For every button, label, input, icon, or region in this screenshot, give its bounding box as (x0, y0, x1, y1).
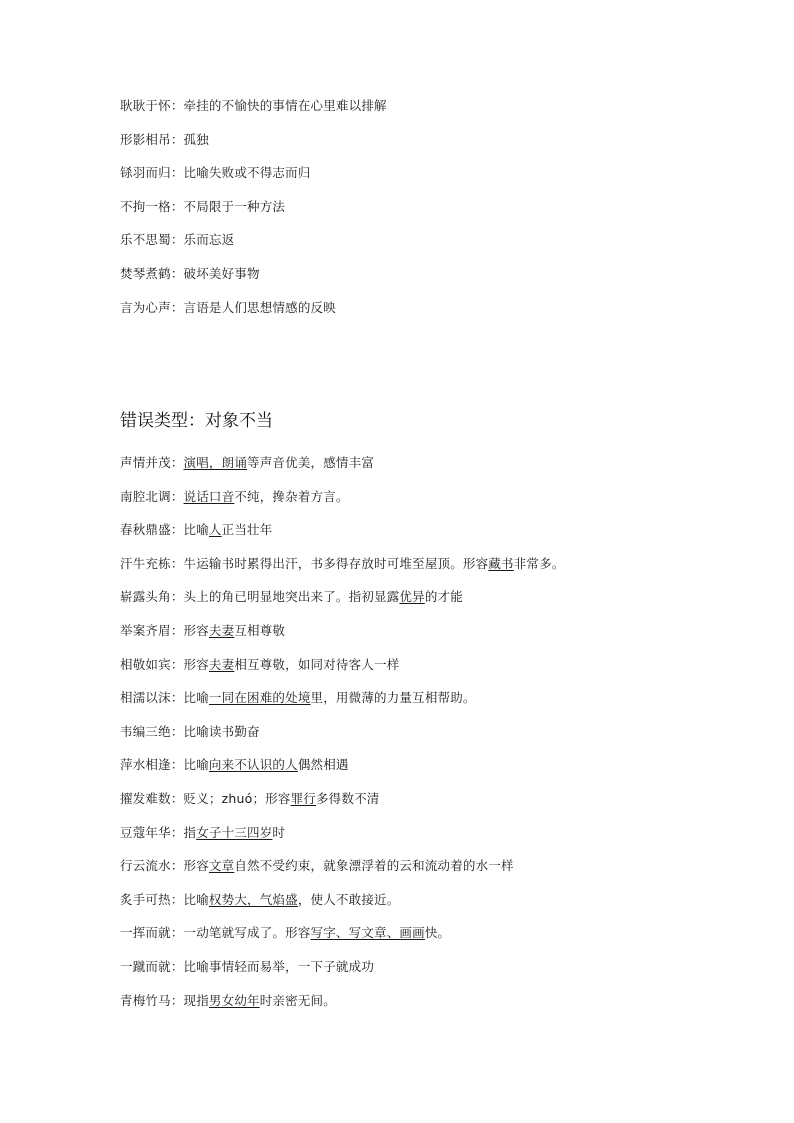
idiom-term: 一挥而就 (120, 925, 171, 941)
idiom-entry (120, 825, 285, 841)
definition-text: 牛运输书时累得出汗，书多得存放时可堆至屋顶。形容 (183, 555, 489, 571)
separator: ： (170, 690, 184, 706)
idiom-entry (120, 556, 565, 572)
underlined-keyword: 女子十三四岁 (196, 824, 273, 840)
definition-text: 比喻 (183, 757, 209, 773)
idiom-term: 形影相吊 (120, 131, 171, 147)
separator: ： (170, 656, 184, 672)
idiom-entry (120, 232, 234, 248)
idiom-term: 韦编三绝 (120, 723, 171, 739)
definition-text: 形容 (183, 623, 209, 638)
underlined-keyword: 藏书 (488, 555, 514, 571)
definition-text: 正当壮年 (221, 522, 273, 538)
underlined-keyword: 夫妻 (208, 623, 235, 638)
idiom-term: 焚琴煮鹤 (120, 266, 171, 281)
idiom-term: 春秋鼎盛 (120, 522, 171, 538)
idiom-term: 举案齐眉 (120, 623, 171, 638)
idiom-entry (120, 132, 209, 148)
definition-text: 比喻失败或不得志而归 (183, 165, 311, 181)
idiom-term: 汗牛充栋 (120, 555, 171, 571)
underlined-keyword: 文章 (208, 858, 235, 874)
definition-text: 相互尊敬，如同对待客人一样 (234, 656, 400, 672)
definition-text: 多得数不清 (315, 791, 380, 806)
idiom-term: 乐不思蜀 (120, 232, 171, 248)
definition-text: 互相尊敬 (234, 623, 286, 638)
underlined-keyword: 向来不认识的人 (208, 757, 298, 773)
definition-text: 乐而忘返 (183, 232, 235, 248)
separator: ： (170, 266, 184, 281)
underlined-keyword: 男女幼年 (208, 992, 260, 1008)
idiom-entry (120, 623, 285, 639)
definition-text: 等声音优美，感情丰富 (247, 455, 375, 470)
idiom-term: 擢发难数 (120, 791, 171, 806)
separator: ： (170, 488, 184, 504)
idiom-term: 行云流水 (120, 858, 171, 874)
separator: ： (170, 723, 184, 739)
definition-text: 孤独 (183, 131, 209, 147)
separator: ： (170, 791, 184, 806)
idiom-term: 豆蔻年华 (120, 824, 171, 840)
underlined-keyword: 一同在困难的处境 (208, 690, 311, 706)
definition-text: 时亲密无间。 (259, 992, 336, 1008)
separator: ： (170, 455, 184, 470)
separator: ： (170, 992, 184, 1008)
separator: ： (170, 555, 184, 571)
idiom-term: 相濡以沫 (120, 690, 171, 706)
separator: ： (170, 858, 184, 874)
idiom-entry (120, 993, 336, 1009)
idiom-term: 耿耿于怀 (120, 98, 171, 113)
separator: ： (170, 891, 184, 907)
definition-text: 贬义；zhuó；形容 (183, 791, 291, 806)
definition-text: 破坏美好事物 (183, 266, 260, 281)
separator: ： (170, 299, 184, 315)
definition-text: 比喻 (183, 690, 209, 706)
definition-text: 比喻 (183, 522, 209, 538)
definition-text: 不局限于一种方法 (183, 198, 286, 214)
idiom-entry (120, 589, 463, 605)
separator: ： (170, 198, 184, 214)
underlined-keyword: 罪行 (290, 791, 316, 806)
separator: ： (170, 959, 184, 974)
idiom-term: 铩羽而归 (120, 165, 171, 181)
idiom-entry (120, 892, 399, 908)
section-heading: 错误类型：对象不当 (120, 411, 273, 431)
definition-text: 言语是人们思想情感的反映 (183, 299, 336, 315)
separator: ： (170, 589, 184, 605)
idiom-term: 言为心声 (120, 299, 171, 315)
definition-text: 非常多。 (513, 555, 565, 571)
idiom-term: 崭露头角 (120, 589, 171, 605)
underlined-keyword: 优异 (399, 589, 425, 605)
idiom-entry (120, 858, 514, 874)
idiom-term: 声情并茂 (120, 455, 171, 470)
idiom-entry (120, 165, 311, 181)
idiom-entry (120, 724, 260, 740)
underlined-keyword: 权势大，气焰盛 (208, 891, 298, 907)
idiom-entry (120, 791, 380, 807)
separator: ： (170, 623, 184, 638)
definition-text: 一动笔就写成了。形容 (183, 925, 311, 941)
definition-text: 比喻事情轻而易举，一下子就成功 (183, 959, 375, 974)
idiom-term: 炙手可热 (120, 891, 171, 907)
separator: ： (170, 232, 184, 248)
definition-text: 形容 (183, 656, 209, 672)
definition-text: 指 (183, 824, 197, 840)
idiom-entry (120, 959, 374, 975)
definition-text: 的才能 (424, 589, 463, 605)
idiom-term: 不拘一格 (120, 198, 171, 214)
underlined-keyword: 人 (208, 522, 222, 538)
separator: ： (170, 925, 184, 941)
definition-text: 比喻读书勤奋 (183, 723, 260, 739)
definition-text: 偶然相遇 (297, 757, 349, 773)
definition-text: 牵挂的不愉快的事情在心里难以排解 (183, 98, 387, 113)
definition-text: 不纯，搀杂着方言。 (234, 488, 349, 504)
underlined-keyword: 说话口音 (183, 488, 235, 504)
idiom-entry (120, 266, 260, 282)
idiom-term: 青梅竹马 (120, 992, 171, 1008)
idiom-entry (120, 455, 374, 471)
definition-text: 里，用微薄的力量互相帮助。 (310, 690, 476, 706)
idiom-term: 一蹴而就 (120, 959, 171, 974)
idiom-entry (120, 657, 399, 673)
idiom-entry (120, 522, 272, 538)
separator: ： (170, 131, 184, 147)
definition-text: 形容 (183, 858, 209, 874)
separator: ： (170, 98, 184, 113)
idiom-entry (120, 98, 387, 114)
idiom-entry (120, 199, 285, 215)
definition-text: 时 (272, 824, 286, 840)
definition-text: 现指 (183, 992, 209, 1008)
idiom-term: 萍水相逢 (120, 757, 171, 773)
underlined-keyword: 写字、写文章、画画 (310, 925, 425, 941)
definition-text: 快。 (424, 925, 451, 941)
idiom-entry (120, 925, 450, 941)
underlined-keyword: 演唱，朗诵 (183, 455, 248, 470)
separator: ： (170, 757, 184, 773)
definition-text: 比喻 (183, 891, 209, 907)
definition-text: 头上的角已明显地突出来了。指初显露 (183, 589, 400, 605)
idiom-entry (120, 300, 336, 316)
idiom-entry (120, 757, 349, 773)
underlined-keyword: 夫妻 (208, 656, 235, 672)
idiom-term: 相敬如宾 (120, 656, 171, 672)
separator: ： (170, 824, 184, 840)
idiom-entry (120, 489, 349, 505)
idiom-term: 南腔北调 (120, 488, 171, 504)
separator: ： (170, 522, 184, 538)
idiom-entry (120, 690, 476, 706)
separator: ： (170, 165, 184, 181)
definition-text: ，使人不敢接近。 (297, 891, 400, 907)
definition-text: 自然不受约束，就象漂浮着的云和流动着的水一样 (234, 858, 514, 874)
